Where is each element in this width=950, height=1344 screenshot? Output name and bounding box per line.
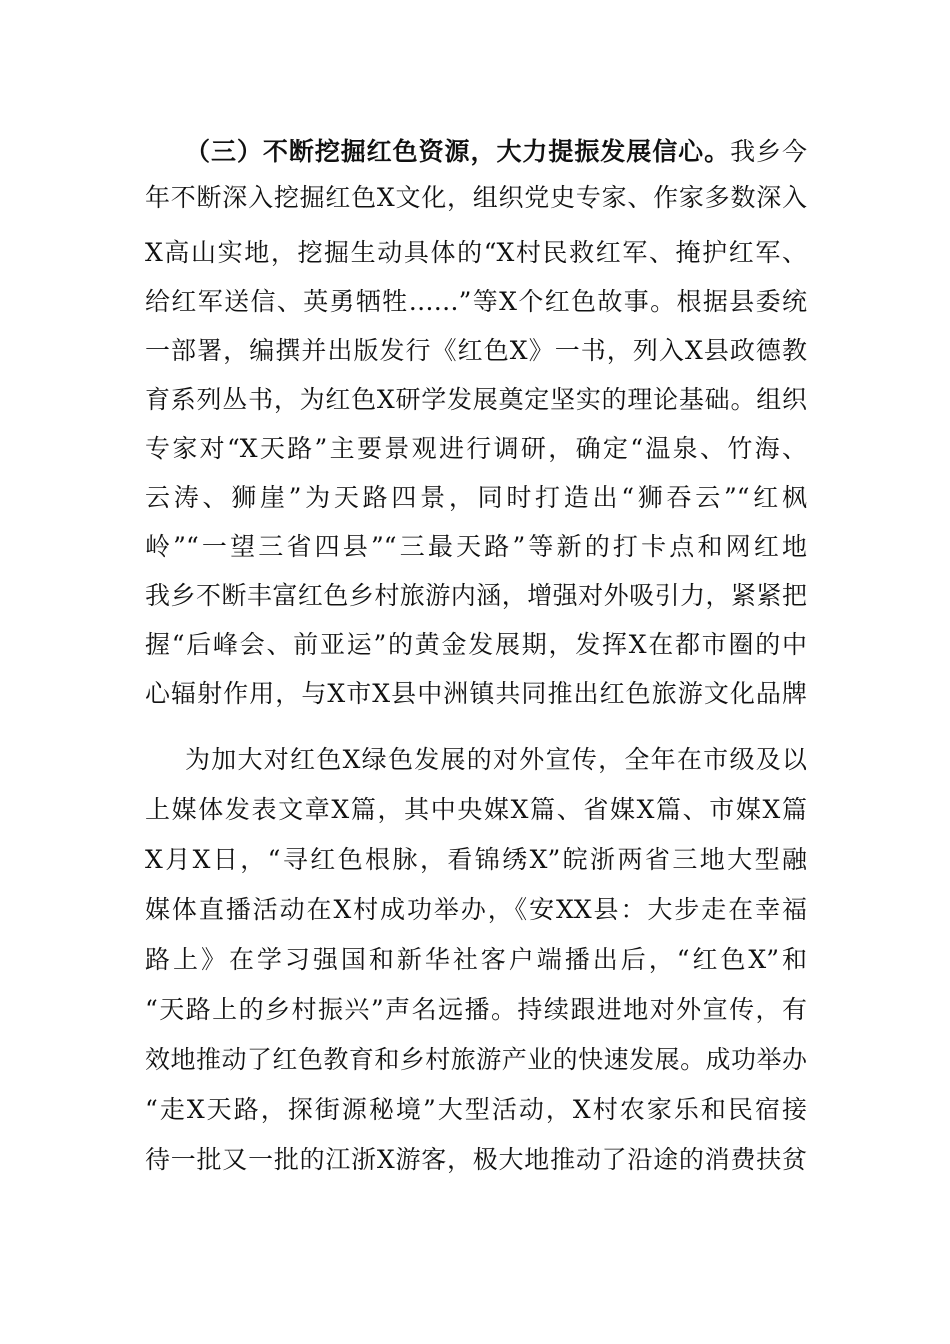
paragraph-2-line-1: 为加大对红色X绿色发展的对外宣传，全年在市级及以: [185, 745, 807, 774]
paragraph-1-line-12: 心辐射作用，与X市X县中洲镇共同推出红色旅游文化品牌: [145, 679, 807, 708]
paragraph-1-line-1-tail: 我乡今: [730, 137, 807, 166]
paragraph-2-line-6: “天路上的乡村振兴”声名远播。持续跟进地对外宣传，有: [145, 995, 807, 1024]
paragraph-2-line-2: 上媒体发表文章X篇，其中央媒X篇、省媒X篇、市媒X篇: [145, 795, 807, 824]
paragraph-2-line-7: 效地推动了红色教育和乡村旅游产业的快速发展。成功举办: [145, 1045, 807, 1074]
paragraph-1-line-10: 我乡不断丰富红色乡村旅游内涵，增强对外吸引力，紧紧把: [145, 581, 807, 610]
paragraph-2-line-4: 媒体直播活动在X村成功举办，《安XX县：大步走在幸福: [145, 895, 807, 924]
paragraph-2-line-9: 待一批又一批的江浙X游客，极大地推动了沿途的消费扶贫: [145, 1145, 807, 1174]
paragraph-1-line-9: 岭”“一望三省四县”“三最天路”等新的打卡点和网红地: [145, 532, 807, 561]
paragraph-2-line-3: X月X日，“寻红色根脉，看锦绣X”皖浙两省三地大型融: [145, 845, 807, 874]
paragraph-1-line-4: 给红军送信、英勇牺牲……”等X个红色故事。根据县委统: [145, 287, 807, 316]
paragraph-1-line-3: X高山实地，挖掘生动具体的“X村民救红军、掩护红军、: [145, 238, 807, 267]
section-heading: （三）不断挖掘红色资源，大力提振发展信心。: [185, 137, 731, 166]
paragraph-1-line-6: 育系列丛书，为红色X研学发展奠定坚实的理论基础。组织: [145, 385, 807, 414]
paragraph-1-line-11: 握“后峰会、前亚运”的黄金发展期，发挥X在都市圈的中: [145, 630, 807, 659]
paragraph-2-line-8: “走X天路，探街源秘境”大型活动，X村农家乐和民宿接: [145, 1095, 807, 1124]
paragraph-1-line-2: 年不断深入挖掘红色X文化，组织党史专家、作家多数深入: [145, 183, 807, 212]
paragraph-1-line-7: 专家对“X天路”主要景观进行调研，确定“温泉、竹海、: [145, 434, 807, 463]
paragraph-1-line-5: 一部署，编撰并出版发行《红色X》一书，列入X县政德教: [145, 336, 807, 365]
paragraph-2-line-5: 路上》在学习强国和新华社客户端播出后，“红色X”和: [145, 945, 807, 974]
paragraph-1-line-8: 云涛、狮崖”为天路四景，同时打造出“狮吞云”“红枫: [145, 483, 807, 512]
paragraph-1-line-1: [185, 132, 807, 172]
